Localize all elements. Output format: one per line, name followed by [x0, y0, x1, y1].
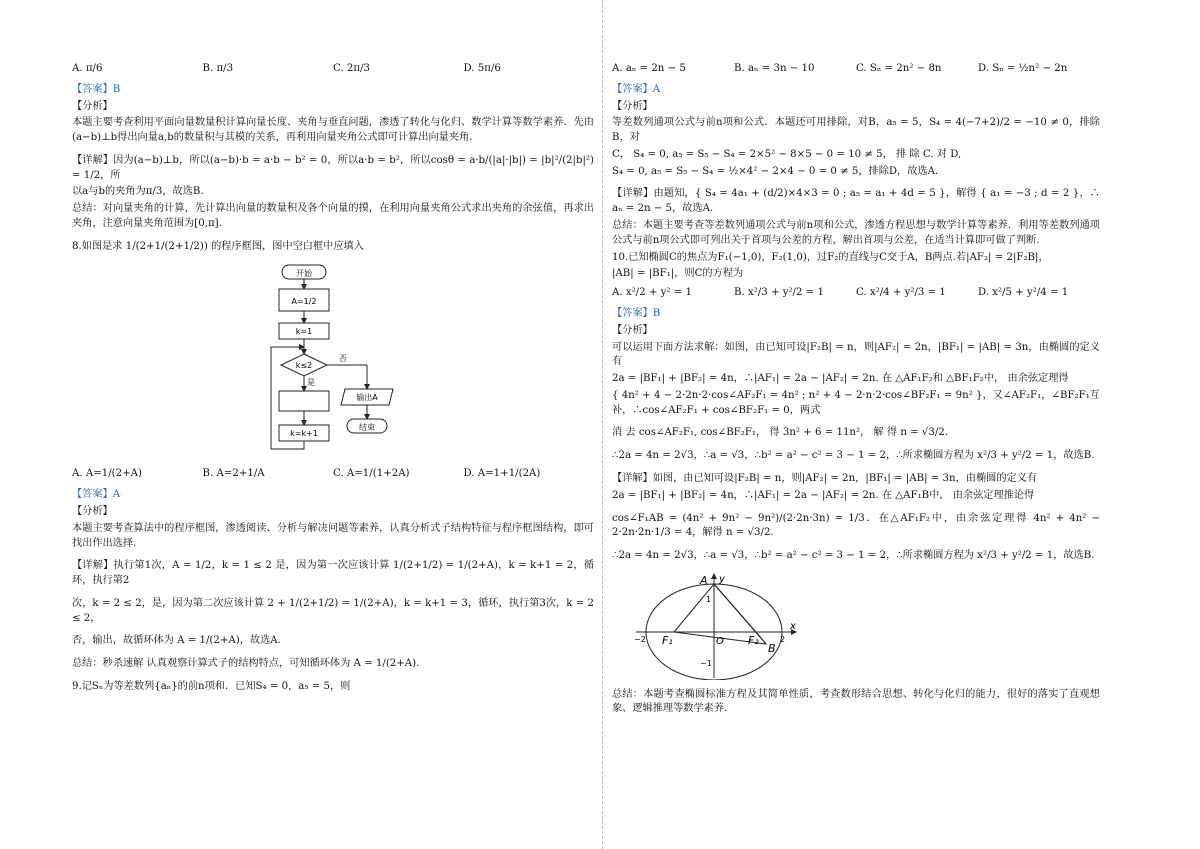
q9-analysis-1: 等差数列通项公式与前n项和公式．本题还可用排除，对B，a₅ = 5，S₄ = 4(−7+2)/2 = −10 ≠ 0，排除B，对	[612, 117, 1100, 144]
q10-summary: 总结：本题考查椭圆标准方程及其简单性质，考查数形结合思想、转化与化归的能力，很好的落实了直观想象、逻辑推理等数学素养.	[612, 688, 1100, 715]
q8-option-c: C. A=1/(1+2A)	[333, 468, 410, 480]
q8-detail-1: 【详解】执行第1次，A = 1/2，k = 1 ≤ 2 是，因为第一次应该计算 1/(2+1/2) = 1/(2+A)，k = k+1 = 2，循环，执行第2	[72, 560, 594, 587]
q9-detail: 【详解】由题知，{ S₄ = 4a₁ + (d/2)×4×3 = 0 ; a₅ = a₁ + 4d = 5 }，解得 { a₁ = −3 ; d = 2 }，∴ aₙ = 2n − 5，故选A.	[612, 188, 1100, 215]
flow-blank-box	[279, 391, 329, 411]
q10-detail-2: 2a = |BF₁| + |BF₂| = 4n，∴|AF₁| = 2a − |AF₂| = 2n. 在 △AF₁B中， 由余弦定理推论得	[612, 489, 1035, 501]
q8-detail-3: 否，输出，故循环体为 A = 1/(2+A)，故选A.	[72, 635, 281, 647]
q7-option-d: D. 5π/6	[463, 63, 501, 74]
q8-option-d: D. A=1+1/(2A)	[463, 468, 541, 480]
y-axis-label: y	[719, 573, 725, 585]
left-column	[72, 58, 594, 697]
point-b-label: B	[768, 641, 776, 655]
flow-incr-text: k=k+1	[290, 428, 318, 438]
q10-answer: 【答案】B	[612, 307, 661, 319]
ellipse-graph	[632, 572, 1100, 686]
q10-analysis-2: 2a = |BF₁| + |BF₂| = 4n，∴|AF₁| = 2a − |AF₂| = 2n. 在 △AF₁F₂和 △BF₁F₂中， 由余弦定理得	[612, 373, 1069, 385]
flow-init-text: A=1/2	[291, 296, 317, 306]
q7-options	[72, 62, 594, 77]
q7-option-a: A. π/6	[72, 63, 103, 74]
q10-analysis-label: 【分析】	[612, 324, 653, 336]
q7-detail-2: 以a与b的夹角为π/3，故选B.	[72, 186, 204, 198]
q10-analysis-3: { 4n² + 4 − 2·2n·2·cos∠AF₂F₁ = 4n² ; n² + 4 − 2·n·2·cos∠BF₂F₁ = 9n² }，又∠AF₂F₁，∠BF₂F₁互补，∴cos∠AF₂F₁ + cos∠BF₂F₁ = 0，两式	[612, 389, 1100, 416]
q7-option-c: C. 2π/3	[333, 63, 370, 74]
x-axis-label: x	[790, 620, 796, 632]
q10-detail-4: ∴2a = 4n = 2√3，∴a = √3，∴b² = a² − c² = 3 − 1 = 2，∴所求椭圆方程为 x²/3 + y²/2 = 1，故选B.	[612, 550, 1095, 562]
q8-options	[72, 467, 594, 482]
q8-analysis: 本题主要考查算法中的程序框图，渗透阅读、分析与解决问题等素养，认真分析式子结构特征与程序框图结构，即可找出作出选择.	[72, 522, 594, 549]
q9-analysis-3: S₄ = 0, a₅ = S₅ − S₄ = ½×4² − 2×4 − 0 = 0 ≠ 5，排除D，故选A.	[612, 165, 939, 177]
flow-no-label: 否	[339, 353, 347, 363]
q10-option-a: A. x²/2 + y² = 1	[612, 287, 692, 299]
q7-analysis: 本题主要考查利用平面向量数量积计算向量长度、夹角与垂直问题，渗透了转化与化归、数学计算等数学素养．先由(a−b)⊥b得出向量a,b的数量积与其模的关系，再利用向量夹角公式即可计算出向量夹角．	[72, 117, 594, 144]
q9-analysis-label: 【分析】	[612, 100, 653, 112]
q10-detail-3: cos∠F₁AB = (4n² + 9n² − 9n²)/(2·2n·3n) = 1/3．在△AF₁F₂中，由余弦定理得 4n² + 4n² − 2·2n·2n·1/3 = 4，解得 n = √3/2.	[612, 512, 1100, 539]
point-f1-label: F₁	[662, 633, 673, 647]
flow-cond-text: k≤2	[295, 360, 313, 370]
tick-neg2: −2	[634, 634, 646, 644]
q10-option-d: D. x²/5 + y²/4 = 1	[978, 287, 1069, 299]
q9-options	[612, 62, 1100, 77]
q8-detail-2: 次，k = 2 ≤ 2，是，因为第二次应该计算 2 + 1/(2+1/2) = 1/(2+A)，k = k+1 = 3，循环，执行第3次，k = 2 ≤ 2，	[72, 597, 594, 624]
flow-output-text: 输出A	[356, 392, 378, 402]
flowchart	[267, 263, 594, 464]
flow-start-text: 开始	[296, 268, 312, 278]
tick-neg1: −1	[700, 658, 712, 668]
q9-analysis-2: C， S₄ = 0, a₅ = S₅ − S₄ = 2×5² − 8×5 − 0 = 10 ≠ 5， 排 除 C. 对 D,	[612, 148, 962, 160]
q9-option-d: D. Sₙ = ½n² − 2n	[978, 63, 1068, 74]
q9-answer: 【答案】A	[612, 83, 661, 95]
q10-stem-1: 10.已知椭圆C的焦点为F₁(−1,0)，F₂(1,0)，过F₂的直线与C交于A，B两点.若|AF₂| = 2|F₂B|，	[612, 251, 1049, 263]
q10-options	[612, 286, 1100, 301]
q9-summary: 总结：本题主要考查等差数列通项公式与前n项和公式，渗透方程思想与数学计算等素养．利用等差数列通项公式与前n项公式即可列出关于首项与公差的方程，解出首项与公差，在适当计算即可做了判断.	[612, 220, 1100, 246]
q8-stem: 8.如图是求 1/(2+1/(2+1/2)) 的程序框图，图中空白框中应填入	[72, 240, 364, 252]
q10-analysis-1: 可以运用下面方法求解：如图，由已知可设|F₂B| = n，则|AF₂| = 2n，|BF₁| = |AB| = 3n，由椭圆的定义有	[612, 341, 1100, 368]
q8-option-b: B. A=2+1/A	[202, 468, 265, 480]
q7-analysis-label: 【分析】	[72, 100, 113, 112]
flow-end-text: 结束	[359, 422, 375, 432]
page-divider	[602, 0, 603, 849]
q7-answer: 【答案】B	[72, 83, 121, 95]
tick-2: 2	[780, 634, 786, 644]
q7-option-b: B. π/3	[202, 63, 234, 74]
q8-analysis-label: 【分析】	[72, 505, 113, 517]
q10-stem-2: |AB| = |BF₁|，则C的方程为	[612, 268, 744, 280]
q8-option-a: A. A=1/(2+A)	[72, 468, 142, 480]
q10-option-c: C. x²/4 + y²/3 = 1	[856, 287, 946, 299]
q10-detail-1: 【详解】如图，由已知可设|F₂B| = n，则|AF₂| = 2n，|BF₁| = |AB| = 3n，由椭圆的定义有	[612, 472, 1038, 484]
q8-summary: 总结：秒杀速解 认真观察计算式子的结构特点，可知循环体为 A = 1/(2+A).	[72, 658, 420, 670]
point-f2-label: F₂	[748, 633, 759, 647]
q9-stem: 9.记Sₙ为等差数列{aₙ}的前n项和．已知S₄ = 0，a₅ = 5，则	[72, 680, 351, 692]
q10-analysis-4: 消 去 cos∠AF₂F₁, cos∠BF₂F₁， 得 3n² + 6 = 11n²， 解 得 n = √3/2.	[612, 427, 949, 439]
q9-option-a: A. aₙ = 2n − 5	[612, 63, 686, 74]
tick-1: 1	[706, 594, 712, 604]
point-a-label: A	[700, 573, 708, 587]
origin-label: O	[716, 635, 724, 647]
q8-answer: 【答案】A	[72, 489, 121, 501]
q7-summary: 总结：对向量夹角的计算，先计算出向量的数量积及各个向量的摸，在利用向量夹角公式求出夹角的余弦值，再求出夹角，注意向量夹角范围为[0,π].	[72, 203, 594, 230]
flow-kinit-text: k=1	[295, 326, 313, 336]
q9-option-c: C. Sₙ = 2n² − 8n	[856, 63, 942, 74]
q10-option-b: B. x²/3 + y²/2 = 1	[734, 287, 824, 299]
q9-option-b: B. aₙ = 3n − 10	[734, 63, 815, 74]
flow-yes-label: 是	[307, 377, 315, 387]
q10-analysis-5: ∴2a = 4n = 2√3，∴a = √3，∴b² = a² − c² = 3 − 1 = 2，∴所求椭圆方程为 x²/3 + y²/2 = 1，故选B.	[612, 450, 1095, 462]
right-column	[612, 58, 1100, 719]
q7-detail-1: 【详解】因为(a−b)⊥b，所以(a−b)·b = a·b − b² = 0，所以a·b = b²，所以cosθ = a·b/(|a|·|b|) = |b|²/(2|b|²) = 1/2，所	[72, 154, 594, 181]
